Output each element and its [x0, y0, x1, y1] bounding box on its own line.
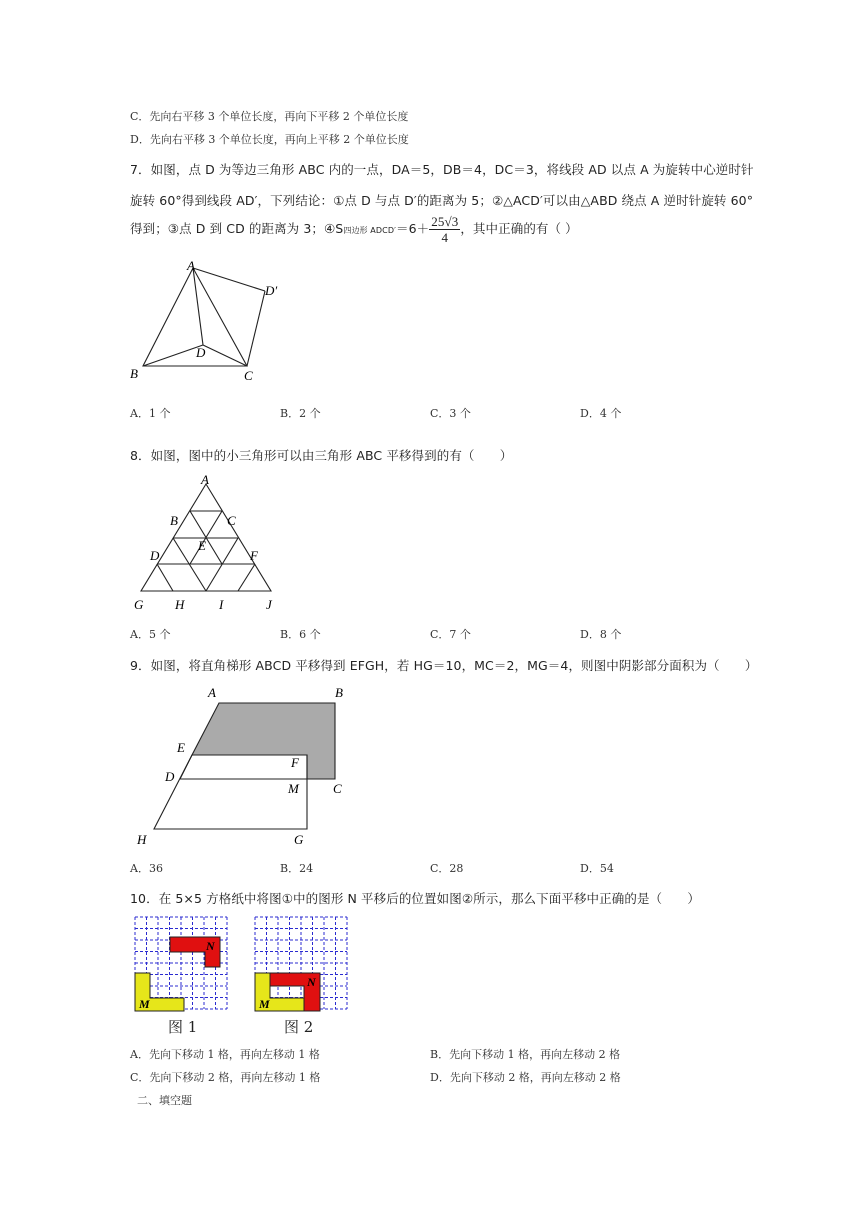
q8-label-f: F: [250, 548, 258, 563]
q10-figure-2: [250, 914, 350, 1014]
q10-stem: 10．在 5×5 方格纸中将图①中的图形 N 平移后的位置如图②所示，那么下面平移中正确的是（ ）: [130, 891, 700, 906]
q9-label-m: M: [288, 781, 299, 796]
q8-label-e: E: [198, 538, 206, 553]
q10-fig1-label-n: N: [206, 939, 215, 953]
q10-figure-1: [130, 914, 230, 1014]
q9-option-d: D．54: [580, 862, 614, 875]
q10-fig2-caption: 图 2: [284, 1018, 314, 1036]
q10-option-a: A．先向下移动 1 格，再向左移动 1 格: [130, 1048, 320, 1061]
q8-label-a: A: [201, 472, 209, 487]
q9-label-g: G: [294, 832, 304, 847]
q9-option-a: A．36: [130, 862, 163, 875]
q10-fig2-label-m: M: [259, 997, 270, 1011]
q7-label-b: B: [130, 366, 138, 381]
q7-figure: [125, 258, 295, 383]
q7-label-d-prime: D′: [265, 283, 278, 298]
q9-label-d: D: [165, 769, 175, 784]
q6-option-d: D．先向右平移 3 个单位长度，再向上平移 2 个单位长度: [130, 133, 409, 146]
q8-option-c: C．7 个: [430, 628, 471, 641]
q8-figure: [128, 472, 288, 617]
q9-label-a: A: [208, 685, 216, 700]
q8-option-a: A．5 个: [130, 628, 171, 641]
q8-label-g: G: [134, 597, 144, 612]
q8-label-i: I: [219, 597, 224, 612]
q8-label-h: H: [175, 597, 185, 612]
q7-option-d: D．4 个: [580, 407, 622, 420]
q10-option-c: C．先向下移动 2 格，再向左移动 1 格: [130, 1071, 321, 1084]
q9-stem: 9．如图，将直角梯形 ABCD 平移得到 EFGH，若 HG＝10，MC＝2，MG＝4，则图中阴影部分面积为（ ）: [130, 658, 758, 673]
q10-option-b: B．先向下移动 1 格，再向左移动 2 格: [430, 1048, 621, 1061]
q9-label-e: E: [177, 740, 185, 755]
q8-label-b: B: [170, 513, 178, 528]
q8-label-d: D: [150, 548, 160, 563]
q9-shaded-region: [192, 703, 335, 779]
q10-fig1-label-m: M: [139, 997, 150, 1011]
q7-stem-line1: 7．如图，点 D 为等边三角形 ABC 内的一点，DA＝5，DB＝4，DC＝3，将线段 AD 以点 A 为旋转中心逆时针: [130, 162, 754, 177]
q9-figure: [130, 682, 355, 852]
q8-option-b: B．6 个: [280, 628, 321, 641]
q7-stem-line3: 得到；③点 D 到 CD 的距离为 3；④S四边形 ADCD′＝6＋ $\frac{25√3}{4}$ ，其中正确的有（ ）: [130, 214, 578, 245]
q7-fraction: $\frac{25√3}{4}$: [431, 214, 459, 245]
q7-option-a: A．1 个: [130, 407, 171, 420]
q10-fig1-caption: 图 1: [168, 1018, 198, 1036]
q9-label-h: H: [137, 832, 147, 847]
q7-label-a: A: [187, 258, 195, 273]
section-heading-fill-blank: 二、填空题: [137, 1094, 192, 1107]
q7-option-b: B．2 个: [280, 407, 321, 420]
q9-label-c: C: [333, 781, 342, 796]
q9-option-b: B．24: [280, 862, 314, 875]
q6-option-c: C．先向右平移 3 个单位长度，再向下平移 2 个单位长度: [130, 110, 409, 123]
q8-label-j: J: [266, 597, 272, 612]
q9-option-c: C．28: [430, 862, 464, 875]
q10-option-d: D．先向下移动 2 格，再向左移动 2 格: [430, 1071, 621, 1084]
q7-stem-line2: 旋转 60°得到线段 AD′，下列结论：①点 D 与点 D′的距离为 5；②△ACD′可以由△ABD 绕点 A 逆时针旋转 60°: [130, 193, 754, 208]
q8-stem: 8．如图，图中的小三角形可以由三角形 ABC 平移得到的有（ ）: [130, 448, 513, 463]
q8-option-d: D．8 个: [580, 628, 622, 641]
q7-label-c: C: [244, 368, 253, 383]
q9-label-f: F: [291, 755, 299, 770]
q7-option-c: C．3 个: [430, 407, 471, 420]
q9-label-b: B: [335, 685, 343, 700]
q7-label-d: D: [196, 345, 206, 360]
q8-label-c: C: [227, 513, 236, 528]
q10-fig2-label-n: N: [307, 975, 316, 989]
